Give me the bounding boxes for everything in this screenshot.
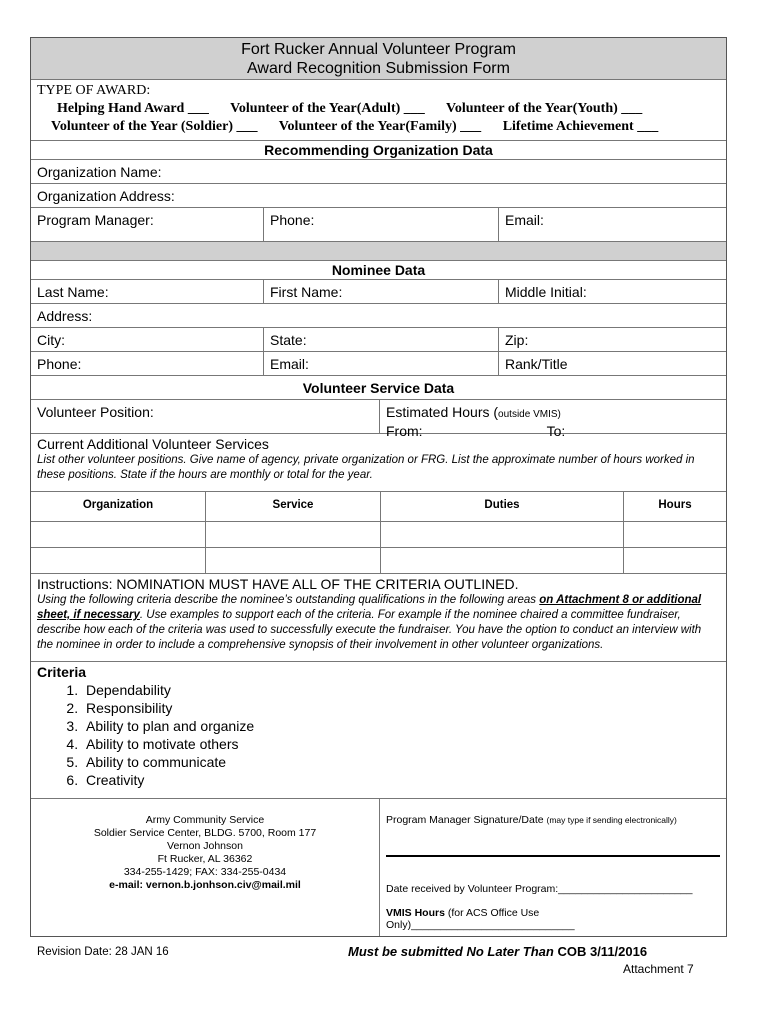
instructions-section <box>31 574 726 662</box>
attachment-label: Attachment 7 <box>623 962 694 976</box>
award-type-section <box>31 80 726 141</box>
gray-divider <box>31 242 726 261</box>
instructions-header: Instructions: NOMINATION MUST HAVE ALL OF THE CRITERIA OUTLINED. <box>37 576 519 592</box>
contact-line: Army Community Service <box>145 814 265 826</box>
table-cell[interactable] <box>624 548 726 573</box>
service-row <box>31 400 726 439</box>
signature-section <box>31 799 726 936</box>
table-cell[interactable] <box>31 522 206 548</box>
org-address-field[interactable]: Organization Address: <box>31 184 726 208</box>
volunteer-position-field[interactable]: Volunteer Position: <box>31 400 380 433</box>
award-option-youth[interactable]: Volunteer of the Year(Youth) ___ <box>446 101 643 116</box>
nominee-name-row <box>31 280 726 304</box>
award-options-row1 <box>37 100 720 118</box>
pm-email-field[interactable]: Email: <box>505 212 544 228</box>
criteria-item: 5. Ability to communicate <box>82 753 720 771</box>
org-name-field[interactable]: Organization Name: <box>31 160 726 184</box>
award-options-row2 <box>37 118 720 136</box>
col-organization: Organization <box>31 492 206 522</box>
form-title-line2: Award Recognition Submission Form <box>247 60 510 77</box>
current-services-header: Current Additional Volunteer Services <box>37 436 269 452</box>
nominee-city-row <box>31 328 726 352</box>
from-label: From: <box>386 423 423 439</box>
last-name-field[interactable]: Last Name: <box>31 280 264 303</box>
recommending-header: Recommending Organization Data <box>31 141 726 160</box>
criteria-item: 2. Responsibility <box>82 699 720 717</box>
zip-field[interactable]: Zip: <box>505 332 529 348</box>
award-type-label: TYPE OF AWARD: <box>37 83 151 98</box>
to-label: To: <box>546 423 566 439</box>
signature-note: (may type if sending electronically) <box>546 815 677 825</box>
contact-line: Vernon Johnson <box>167 840 243 852</box>
signature-line[interactable] <box>386 855 720 857</box>
criteria-section <box>31 662 726 799</box>
current-services-instructions: List other volunteer positions. Give name of agency, private organization or FRG. List the approximate number of hours worked in these positions. State if the hours are monthly or total for the year. <box>37 454 695 481</box>
table-cell[interactable] <box>31 548 206 573</box>
revision-date: Revision Date: 28 JAN 16 <box>37 946 169 958</box>
col-duties: Duties <box>381 492 624 522</box>
deadline-notice: Must be submitted No Later Than COB 3/11/2016 <box>348 944 648 959</box>
table-cell[interactable] <box>206 522 381 548</box>
instructions-text: Using the following criteria describe the nominee’s outstanding qualifications in the following areas on Attachment 8 or additional sheet, if necessary. Use examples to support each of the criteria. For example if the nominee chaired a committee fundraiser, describe how each of the criteria was used to successfully execute the fundraiser. You have the option to conduct an interview with the nominee in order to include a comprehensive synopsis of their involvement in other volunteer organizations. <box>37 594 702 651</box>
current-services-section <box>31 434 726 492</box>
date-received-field[interactable]: Date received by Volunteer Program:_______________________ <box>386 883 693 895</box>
state-field[interactable]: State: <box>264 328 499 351</box>
table-cell[interactable] <box>381 522 624 548</box>
first-name-field[interactable]: First Name: <box>264 280 499 303</box>
contact-line: Soldier Service Center, BLDG. 5700, Room 177 <box>93 827 317 839</box>
rank-title-field[interactable]: Rank/Title <box>505 356 568 372</box>
form-title <box>31 38 726 80</box>
nominee-header: Nominee Data <box>31 261 726 280</box>
table-cell[interactable] <box>206 548 381 573</box>
service-header: Volunteer Service Data <box>31 376 726 400</box>
award-option-helping-hand[interactable]: Helping Hand Award ___ <box>57 101 209 116</box>
col-service: Service <box>206 492 381 522</box>
program-manager-row <box>31 208 726 242</box>
program-manager-field[interactable]: Program Manager: <box>31 208 264 241</box>
signature-label: Program Manager Signature/Date <box>386 814 547 826</box>
criteria-item: 4. Ability to motivate others <box>82 735 720 753</box>
form-title-line1: Fort Rucker Annual Volunteer Program <box>241 41 516 58</box>
contact-email: e-mail: vernon.b.jonhson.civ@mail.mil <box>109 879 301 891</box>
award-form <box>30 37 727 937</box>
estimated-hours-field[interactable] <box>380 400 726 439</box>
criteria-item: 3. Ability to plan and organize <box>82 717 720 735</box>
signature-block <box>380 799 726 936</box>
contact-line: 334-255-1429; FAX: 334-255-0434 <box>123 866 287 878</box>
criteria-item: 6. Creativity <box>82 771 720 789</box>
attachment-emphasis: on Attachment 8 or additional sheet, if necessary <box>37 594 702 621</box>
award-option-soldier[interactable]: Volunteer of the Year (Soldier) ___ <box>51 119 258 134</box>
pm-phone-field[interactable]: Phone: <box>264 208 499 241</box>
hours-label: Estimated Hours ( <box>386 404 499 420</box>
col-hours: Hours <box>624 492 726 522</box>
contact-block <box>31 799 380 936</box>
address-field[interactable]: Address: <box>31 304 726 328</box>
criteria-list <box>37 681 720 789</box>
middle-initial-field[interactable]: Middle Initial: <box>505 284 587 300</box>
nominee-contact-row <box>31 352 726 376</box>
nominee-phone-field[interactable]: Phone: <box>31 352 264 375</box>
services-table <box>31 492 726 574</box>
criteria-item: 1. Dependability <box>82 681 720 699</box>
award-option-lifetime[interactable]: Lifetime Achievement ___ <box>502 119 659 134</box>
award-option-adult[interactable]: Volunteer of the Year(Adult) ___ <box>230 101 425 116</box>
hours-note: outside VMIS) <box>498 409 561 420</box>
nominee-email-field[interactable]: Email: <box>264 352 499 375</box>
table-cell[interactable] <box>624 522 726 548</box>
vmis-hours-field[interactable]: VMIS Hours (for ACS Office Use Only)____________________________ <box>386 907 575 931</box>
city-field[interactable]: City: <box>31 328 264 351</box>
criteria-header: Criteria <box>37 664 87 680</box>
table-cell[interactable] <box>381 548 624 573</box>
contact-line: Ft Rucker, AL 36362 <box>157 853 253 865</box>
award-option-family[interactable]: Volunteer of the Year(Family) ___ <box>278 119 482 134</box>
